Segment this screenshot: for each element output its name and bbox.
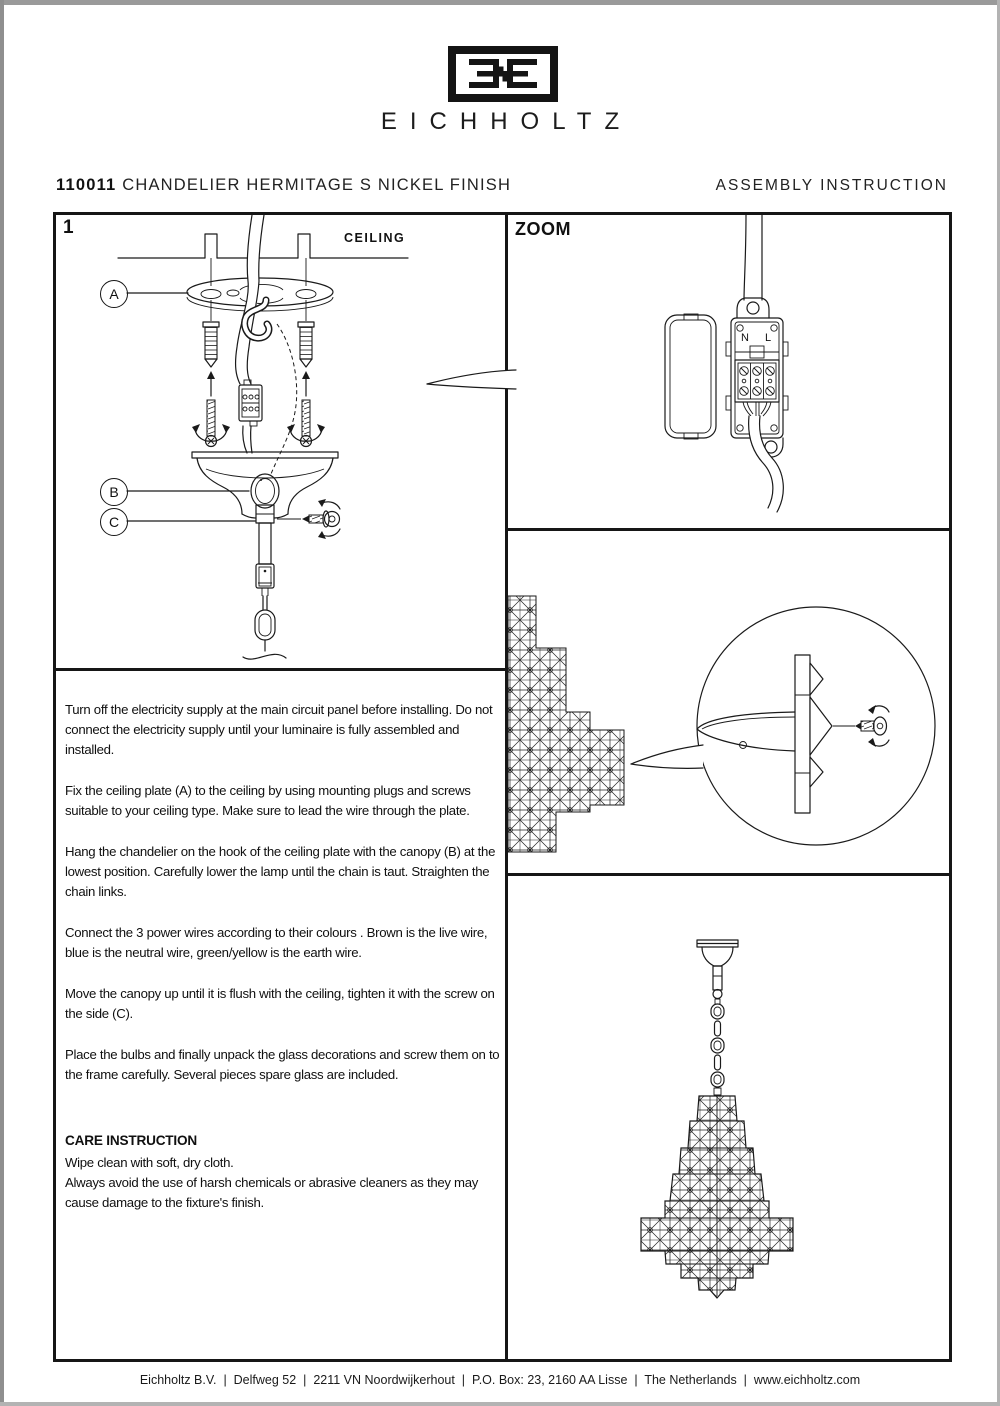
instruction-paragraph: Turn off the electricity supply at the main circuit panel before installing. Do not connect the electricity supply until your luminaire is fully assembled and installed.	[65, 702, 493, 757]
care-lines	[65, 1153, 501, 1213]
terminal-strip	[735, 360, 779, 402]
right-row-divider-2	[505, 873, 952, 876]
mains-wire-top	[744, 215, 762, 300]
mounting-screw-right	[287, 400, 325, 447]
wiring-zoom-diagram	[508, 215, 949, 528]
page-edge-bottom	[0, 1402, 1000, 1406]
terminal-block-small	[239, 380, 262, 426]
side-screw	[277, 499, 340, 539]
zoom-callout-swoosh	[425, 366, 517, 392]
footer-address: Eichholtz B.V. | Delfweg 52 | 2211 VN Noordwijkerhout | P.O. Box: 23, 2160 AA Lisse | The Netherlands | www.eichholtz.com	[139, 1373, 861, 1387]
magnifier-swoosh	[631, 745, 703, 768]
top-mounting-ear	[737, 298, 769, 318]
terminal-l-label: L	[765, 332, 772, 344]
instruction-paragraph: Place the bulbs and finally unpack the glass decorations and screw them on to the frame carefully. Several pieces spare glass are included.	[65, 1047, 500, 1082]
step-number: 1	[63, 217, 74, 238]
callout-b: B	[100, 478, 128, 506]
wall-plug-left	[203, 322, 219, 367]
fanned-wires	[743, 402, 771, 416]
instruction-paragraph: Move the canopy up until it is flush with the ceiling, tighten it with the screw on the side (C).	[65, 986, 495, 1021]
frame-band-section	[697, 655, 810, 813]
callout-a: A	[100, 280, 128, 308]
page-edge-top	[0, 0, 1000, 5]
wall-plug-right	[298, 322, 314, 367]
insert-arrow-left	[207, 371, 215, 396]
chandelier-crystal-body	[641, 1096, 793, 1298]
page-edge-left	[0, 0, 4, 1406]
mounting-screw-left	[192, 400, 230, 447]
instructions-text	[65, 700, 501, 1213]
document-title	[56, 176, 511, 195]
chandelier-chain	[711, 1004, 724, 1095]
instruction-paragraph: Hang the chandelier on the hook of the ceiling plate with the canopy (B) at the lowest position. Carefully lower the lamp until the chain is taut. Straighten the chain links.	[65, 844, 496, 899]
connector-cover-lid	[665, 314, 716, 439]
glass-ornament-profile	[810, 663, 832, 787]
brand-name: EICHHOLTZ	[380, 108, 633, 135]
ceiling-line	[118, 234, 408, 258]
instruction-paragraph: Fix the ceiling plate (A) to the ceiling by using mounting plugs and screws suitable to your ceiling type. Make sure to lead the wire through the plate.	[65, 783, 471, 818]
part-number: 110011	[56, 176, 117, 194]
left-row-divider	[53, 668, 508, 671]
product-title: CHANDELIER HERMITAGE S NICKEL FINISH	[122, 176, 512, 194]
stem-and-chain	[243, 523, 286, 659]
care-heading: CARE INSTRUCTION	[65, 1133, 197, 1148]
instruction-paragraph: Connect the 3 power wires according to their colours . Brown is the live wire, blue is the neutral wire, green/yellow is the earth wire.	[65, 925, 488, 960]
care-line: Always avoid the use of harsh chemicals or abrasive cleaners as they may cause damage to the fixture's finish.	[65, 1175, 479, 1210]
ceiling-label: CEILING	[344, 231, 406, 245]
care-line: Wipe clean with soft, dry cloth.	[65, 1155, 234, 1170]
ceiling-mounting-diagram	[56, 215, 505, 668]
doc-type-title: ASSEMBLY INSTRUCTION	[715, 177, 948, 194]
right-row-divider-1	[505, 528, 952, 531]
terminal-n-label: N	[741, 332, 749, 344]
canopy	[192, 452, 338, 523]
chandelier-overview-diagram	[508, 876, 949, 1359]
callout-c: C	[100, 508, 128, 536]
insert-arrow-right	[302, 371, 310, 396]
chandelier-canopy	[697, 940, 738, 1004]
supply-wire	[236, 215, 264, 384]
ornament-screw	[833, 705, 889, 747]
mains-cable-bottom	[749, 416, 784, 512]
glass-mounting-zoom-diagram	[508, 531, 949, 873]
eichholtz-logo-icon	[447, 45, 559, 103]
zoom-panel-title: ZOOM	[515, 219, 571, 239]
instruction-paragraphs	[65, 700, 501, 1085]
partial-crystal-structure	[508, 596, 624, 852]
